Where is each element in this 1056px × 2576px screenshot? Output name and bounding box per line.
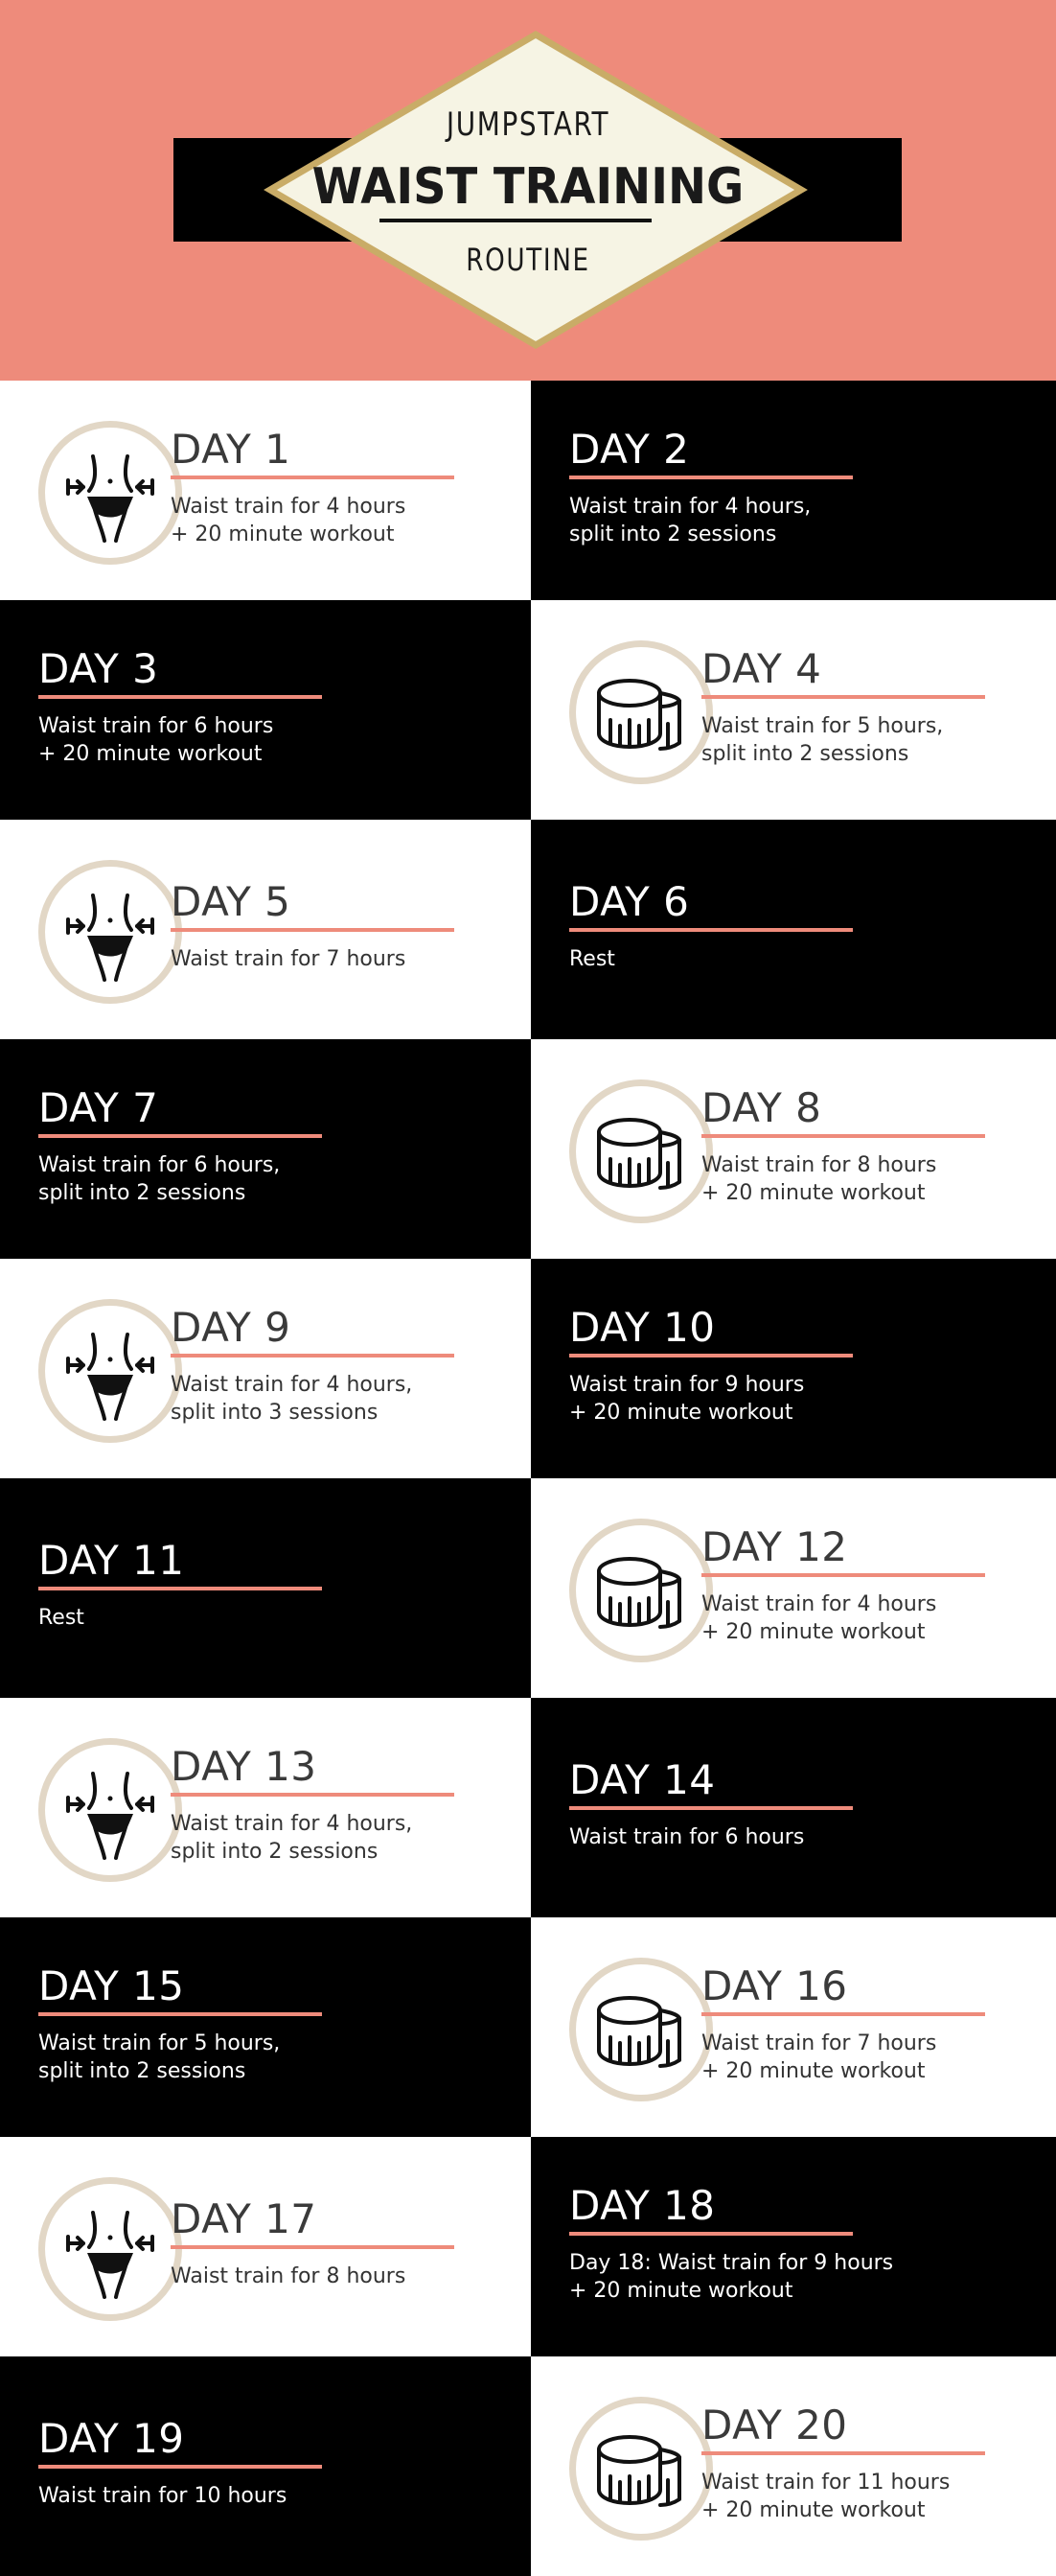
- day-card-7: [0, 1039, 531, 1259]
- day-title-underline: [569, 476, 853, 479]
- day-description-line: split into 2 sessions: [569, 522, 777, 546]
- day-title: DAY 3: [38, 645, 159, 692]
- day-description-line: Waist train for 5 hours,: [701, 714, 944, 738]
- day-card-11: [0, 1478, 531, 1698]
- day-description: [569, 1823, 804, 1851]
- day-description-line: Day 18: Waist train for 9 hours: [569, 2251, 894, 2275]
- day-title-underline: [38, 2465, 322, 2469]
- day-description-line: Waist train for 5 hours,: [38, 2031, 281, 2055]
- day-title: DAY 18: [569, 2182, 716, 2229]
- day-description: [171, 2263, 405, 2290]
- day-title: DAY 6: [569, 878, 690, 925]
- day-title: DAY 20: [701, 2402, 848, 2448]
- day-description: [171, 493, 405, 548]
- waist-icon: [38, 2177, 182, 2321]
- day-title: DAY 16: [701, 1962, 848, 2009]
- day-title: DAY 17: [171, 2195, 317, 2242]
- day-title-underline: [171, 476, 454, 479]
- day-title: DAY 4: [701, 645, 822, 692]
- day-title: DAY 13: [171, 1743, 317, 1790]
- day-description-line: + 20 minute workout: [38, 742, 263, 766]
- day-card-2: [531, 381, 1056, 600]
- day-card-1: [0, 381, 531, 600]
- day-description-line: Waist train for 7 hours: [171, 947, 406, 971]
- day-title-underline: [38, 1587, 322, 1590]
- day-card-14: [531, 1698, 1056, 1917]
- header-banner: [0, 0, 1056, 381]
- header-title-routine: ROUTINE: [466, 242, 590, 278]
- day-description-line: Waist train for 4 hours,: [171, 1812, 413, 1836]
- day-card-6: [531, 820, 1056, 1039]
- waist-icon: [38, 860, 182, 1004]
- waist-icon: [38, 1299, 182, 1443]
- header-title-jumpstart: JUMPSTART: [446, 105, 610, 144]
- day-title: DAY 8: [701, 1084, 822, 1131]
- day-card-20: [531, 2356, 1056, 2576]
- day-card-17: [0, 2137, 531, 2356]
- day-title: DAY 14: [569, 1756, 716, 1803]
- day-card-12: [531, 1478, 1056, 1698]
- day-title: DAY 9: [171, 1304, 291, 1351]
- day-title-underline: [569, 928, 853, 932]
- day-title-underline: [701, 2451, 985, 2455]
- day-description-line: Waist train for 4 hours: [171, 495, 406, 519]
- day-title: DAY 19: [38, 2415, 185, 2462]
- day-card-8: [531, 1039, 1056, 1259]
- measuring-tape-icon: [569, 1519, 713, 1662]
- day-title-underline: [171, 928, 454, 932]
- day-card-19: [0, 2356, 531, 2576]
- day-title: DAY 10: [569, 1304, 716, 1351]
- day-description: [38, 712, 273, 768]
- day-description-line: split into 3 sessions: [171, 1401, 379, 1425]
- day-description-line: Waist train for 4 hours,: [171, 1373, 413, 1397]
- day-card-13: [0, 1698, 531, 1917]
- day-title: DAY 5: [171, 878, 291, 925]
- day-description-line: Rest: [569, 947, 615, 971]
- measuring-tape-icon: [569, 640, 713, 784]
- header-title-waist-training: WAIST TRAINING: [311, 158, 745, 216]
- day-title-underline: [171, 1354, 454, 1358]
- day-title-underline: [171, 1793, 454, 1797]
- day-title: DAY 1: [171, 426, 291, 473]
- day-description-line: Waist train for 6 hours,: [38, 1153, 281, 1177]
- day-card-18: [531, 2137, 1056, 2356]
- day-card-4: [531, 600, 1056, 820]
- day-card-15: [0, 1917, 531, 2137]
- day-description: [569, 1371, 804, 1427]
- day-description: [569, 493, 811, 548]
- day-card-3: [0, 600, 531, 820]
- day-description: [171, 1371, 412, 1427]
- day-description-line: Waist train for 4 hours: [701, 1592, 937, 1616]
- day-description-line: Rest: [38, 1606, 84, 1630]
- day-title-underline: [701, 2012, 985, 2016]
- day-description-line: + 20 minute workout: [701, 1620, 926, 1644]
- day-description: [38, 2482, 287, 2510]
- day-title-underline: [38, 695, 322, 699]
- day-description-line: split into 2 sessions: [38, 2059, 246, 2083]
- day-description-line: + 20 minute workout: [701, 2498, 926, 2522]
- day-description-line: Waist train for 10 hours: [38, 2484, 287, 2508]
- day-title: DAY 7: [38, 1084, 159, 1131]
- day-description: [701, 712, 943, 768]
- day-title-underline: [701, 695, 985, 699]
- day-description: [701, 1151, 936, 1207]
- waist-icon: [38, 421, 182, 565]
- day-description-line: + 20 minute workout: [569, 1401, 793, 1425]
- day-description-line: + 20 minute workout: [171, 522, 395, 546]
- day-description-line: + 20 minute workout: [701, 2059, 926, 2083]
- day-description-line: Waist train for 6 hours: [569, 1825, 805, 1849]
- day-title-underline: [569, 1806, 853, 1810]
- waist-icon: [38, 1738, 182, 1882]
- day-description: [701, 2469, 950, 2524]
- day-card-9: [0, 1259, 531, 1478]
- day-description-line: split into 2 sessions: [701, 742, 909, 766]
- day-card-10: [531, 1259, 1056, 1478]
- day-description: [569, 945, 615, 973]
- day-description-line: Waist train for 9 hours: [569, 1373, 805, 1397]
- day-title-underline: [38, 2012, 322, 2016]
- measuring-tape-icon: [569, 1958, 713, 2101]
- day-description: [171, 945, 405, 973]
- day-title: DAY 12: [701, 1523, 848, 1570]
- day-description-line: Waist train for 11 hours: [701, 2471, 951, 2495]
- measuring-tape-icon: [569, 2397, 713, 2541]
- header-title-underline: [379, 219, 652, 222]
- day-title: DAY 11: [38, 1537, 185, 1584]
- day-card-5: [0, 820, 531, 1039]
- measuring-tape-icon: [569, 1079, 713, 1223]
- day-description-line: Waist train for 4 hours,: [569, 495, 812, 519]
- day-grid: [0, 381, 1056, 2576]
- day-title-underline: [171, 2245, 454, 2249]
- day-card-16: [531, 1917, 1056, 2137]
- day-title-underline: [569, 2232, 853, 2236]
- day-description: [569, 2249, 893, 2305]
- day-title: DAY 2: [569, 426, 690, 473]
- day-description-line: + 20 minute workout: [569, 2279, 793, 2303]
- day-title-underline: [38, 1134, 322, 1138]
- day-description: [38, 1151, 280, 1207]
- day-title-underline: [701, 1134, 985, 1138]
- day-description-line: split into 2 sessions: [171, 1840, 379, 1864]
- day-description: [38, 1604, 84, 1632]
- day-title-underline: [701, 1573, 985, 1577]
- day-title: DAY 15: [38, 1962, 185, 2009]
- day-description-line: Waist train for 8 hours: [701, 1153, 937, 1177]
- day-description: [38, 2030, 280, 2085]
- day-description: [701, 1590, 936, 1646]
- day-description: [701, 2030, 936, 2085]
- day-description-line: Waist train for 8 hours: [171, 2264, 406, 2288]
- day-description: [171, 1810, 412, 1866]
- day-description-line: + 20 minute workout: [701, 1181, 926, 1205]
- day-description-line: split into 2 sessions: [38, 1181, 246, 1205]
- day-description-line: Waist train for 6 hours: [38, 714, 274, 738]
- day-title-underline: [569, 1354, 853, 1358]
- day-description-line: Waist train for 7 hours: [701, 2031, 937, 2055]
